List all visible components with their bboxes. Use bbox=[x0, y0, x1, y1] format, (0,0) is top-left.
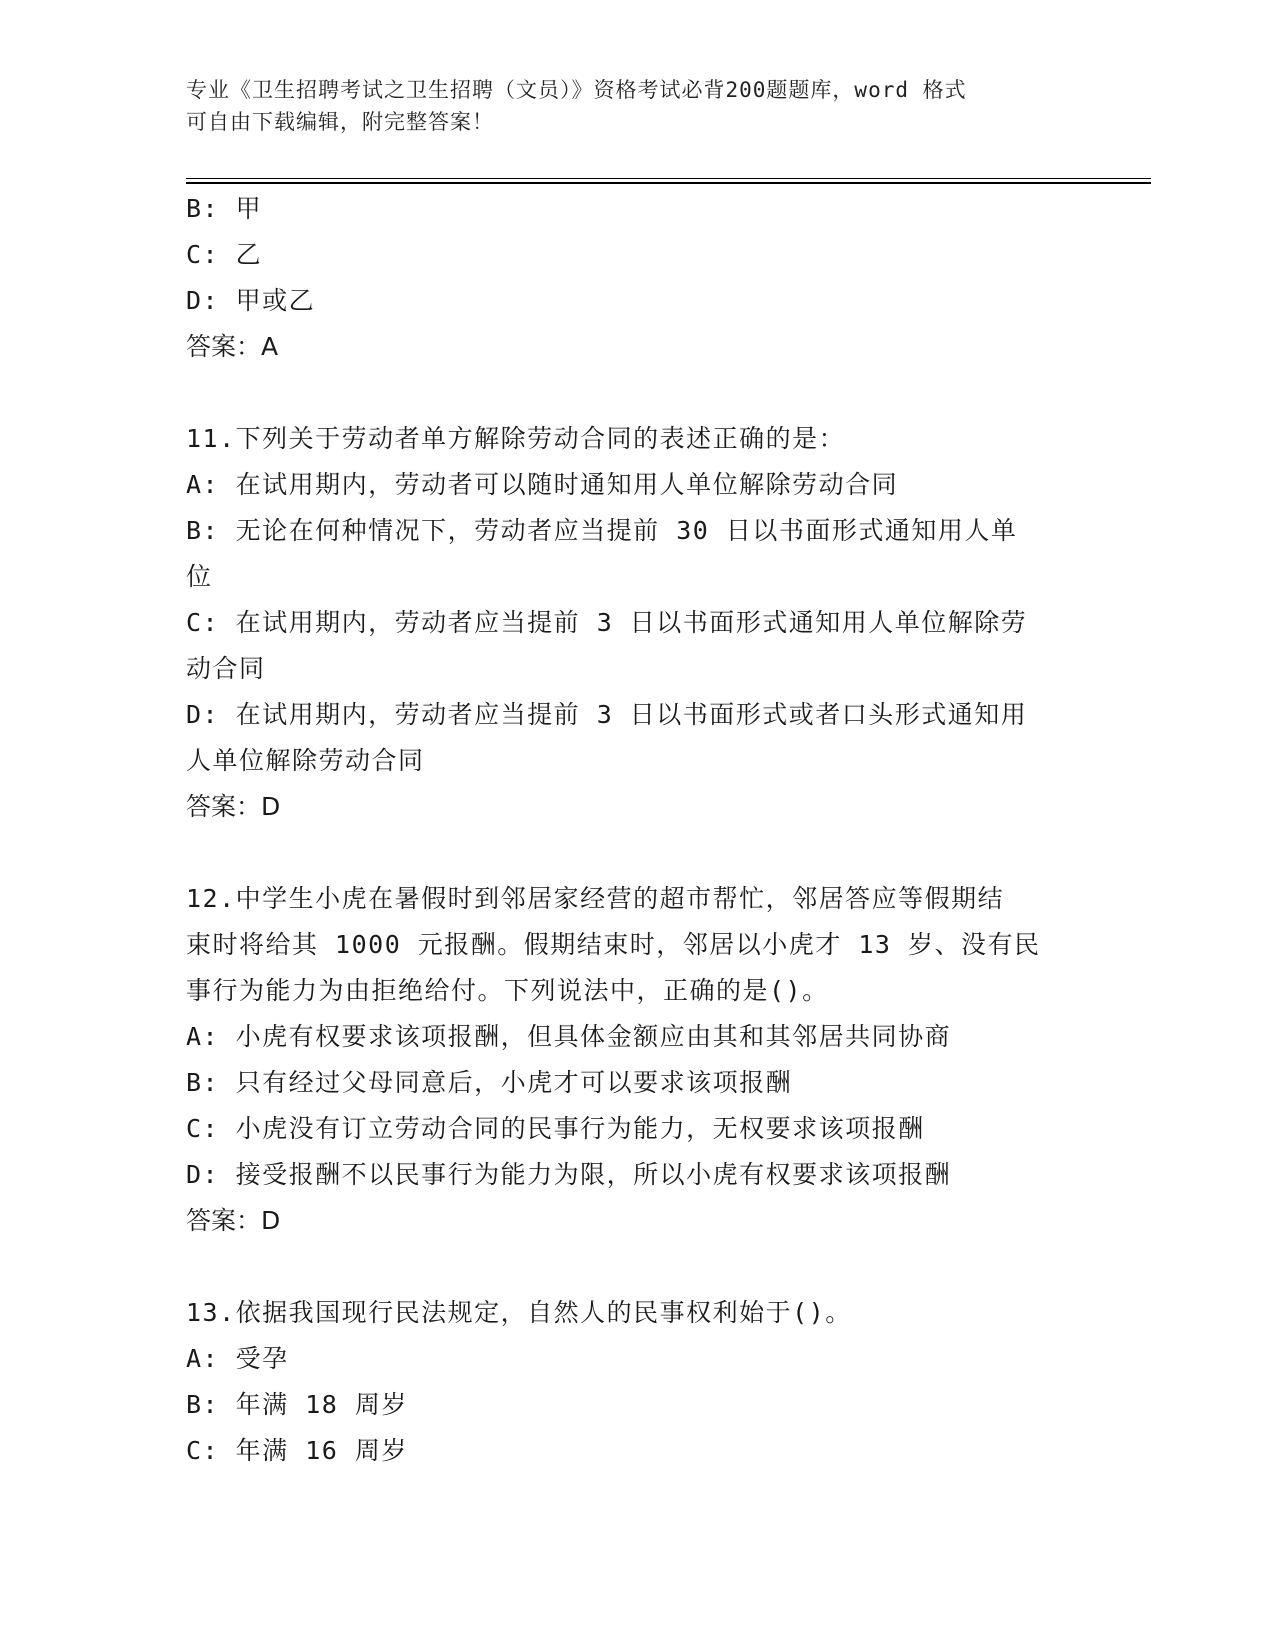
q10-option-b: B: 甲 bbox=[186, 194, 263, 223]
header-divider-thick bbox=[186, 182, 1151, 184]
q12-option-a: A: 小虎有权要求该项报酬，但具体金额应由其和其邻居共同协商 bbox=[186, 1022, 952, 1051]
header-title-line1: 专业《卫生招聘考试之卫生招聘（文员）》资格考试必背200题题库，word 格式 bbox=[186, 78, 967, 102]
page-header bbox=[186, 74, 1086, 138]
q11-option-c-line2: 动合同 bbox=[186, 654, 266, 683]
q12-option-c: C: 小虎没有订立劳动合同的民事行为能力，无权要求该项报酬 bbox=[186, 1114, 925, 1143]
q13-option-c: C: 年满 16 周岁 bbox=[186, 1436, 408, 1465]
q11-option-d-line2: 人单位解除劳动合同 bbox=[186, 746, 425, 775]
header-title-line2: 可自由下载编辑，附完整答案！ bbox=[186, 110, 494, 134]
q11-option-b-line1: B: 无论在何种情况下，劳动者应当提前 30 日以书面形式通知用人单 bbox=[186, 516, 1018, 545]
spacer bbox=[186, 370, 1086, 416]
q10-option-c: C: 乙 bbox=[186, 240, 263, 269]
q11-option-b-line2: 位 bbox=[186, 562, 213, 591]
q12-question-line3: 事行为能力为由拒绝给付。下列说法中，正确的是()。 bbox=[186, 976, 829, 1005]
q11-option-c-line1: C: 在试用期内，劳动者应当提前 3 日以书面形式通知用人单位解除劳 bbox=[186, 608, 1028, 637]
q12-option-d: D: 接受报酬不以民事行为能力为限，所以小虎有权要求该项报酬 bbox=[186, 1160, 952, 1189]
q12-question-line1: 12.中学生小虎在暑假时到邻居家经营的超市帮忙，邻居答应等假期结 bbox=[186, 884, 1005, 913]
q11-answer: 答案：D bbox=[186, 792, 281, 821]
header-divider-thin bbox=[186, 178, 1151, 179]
q13-option-b: B: 年满 18 周岁 bbox=[186, 1390, 408, 1419]
q12-answer: 答案：D bbox=[186, 1206, 281, 1235]
q11-option-a: A: 在试用期内，劳动者可以随时通知用人单位解除劳动合同 bbox=[186, 470, 899, 499]
q11-option-d-line1: D: 在试用期内，劳动者应当提前 3 日以书面形式或者口头形式通知用 bbox=[186, 700, 1028, 729]
spacer bbox=[186, 830, 1086, 876]
q12-question-line2: 束时将给其 1000 元报酬。假期结束时，邻居以小虎才 13 岁、没有民 bbox=[186, 930, 1041, 959]
q13-option-a: A: 受孕 bbox=[186, 1344, 289, 1373]
q10-answer: 答案：A bbox=[186, 332, 279, 361]
question-content bbox=[186, 186, 1086, 1474]
spacer bbox=[186, 1244, 1086, 1290]
q13-question: 13.依据我国现行民法规定，自然人的民事权利始于()。 bbox=[186, 1298, 852, 1327]
q12-option-b: B: 只有经过父母同意后，小虎才可以要求该项报酬 bbox=[186, 1068, 793, 1097]
q11-question: 11.下列关于劳动者单方解除劳动合同的表述正确的是： bbox=[186, 424, 846, 453]
q10-option-d: D: 甲或乙 bbox=[186, 286, 316, 315]
